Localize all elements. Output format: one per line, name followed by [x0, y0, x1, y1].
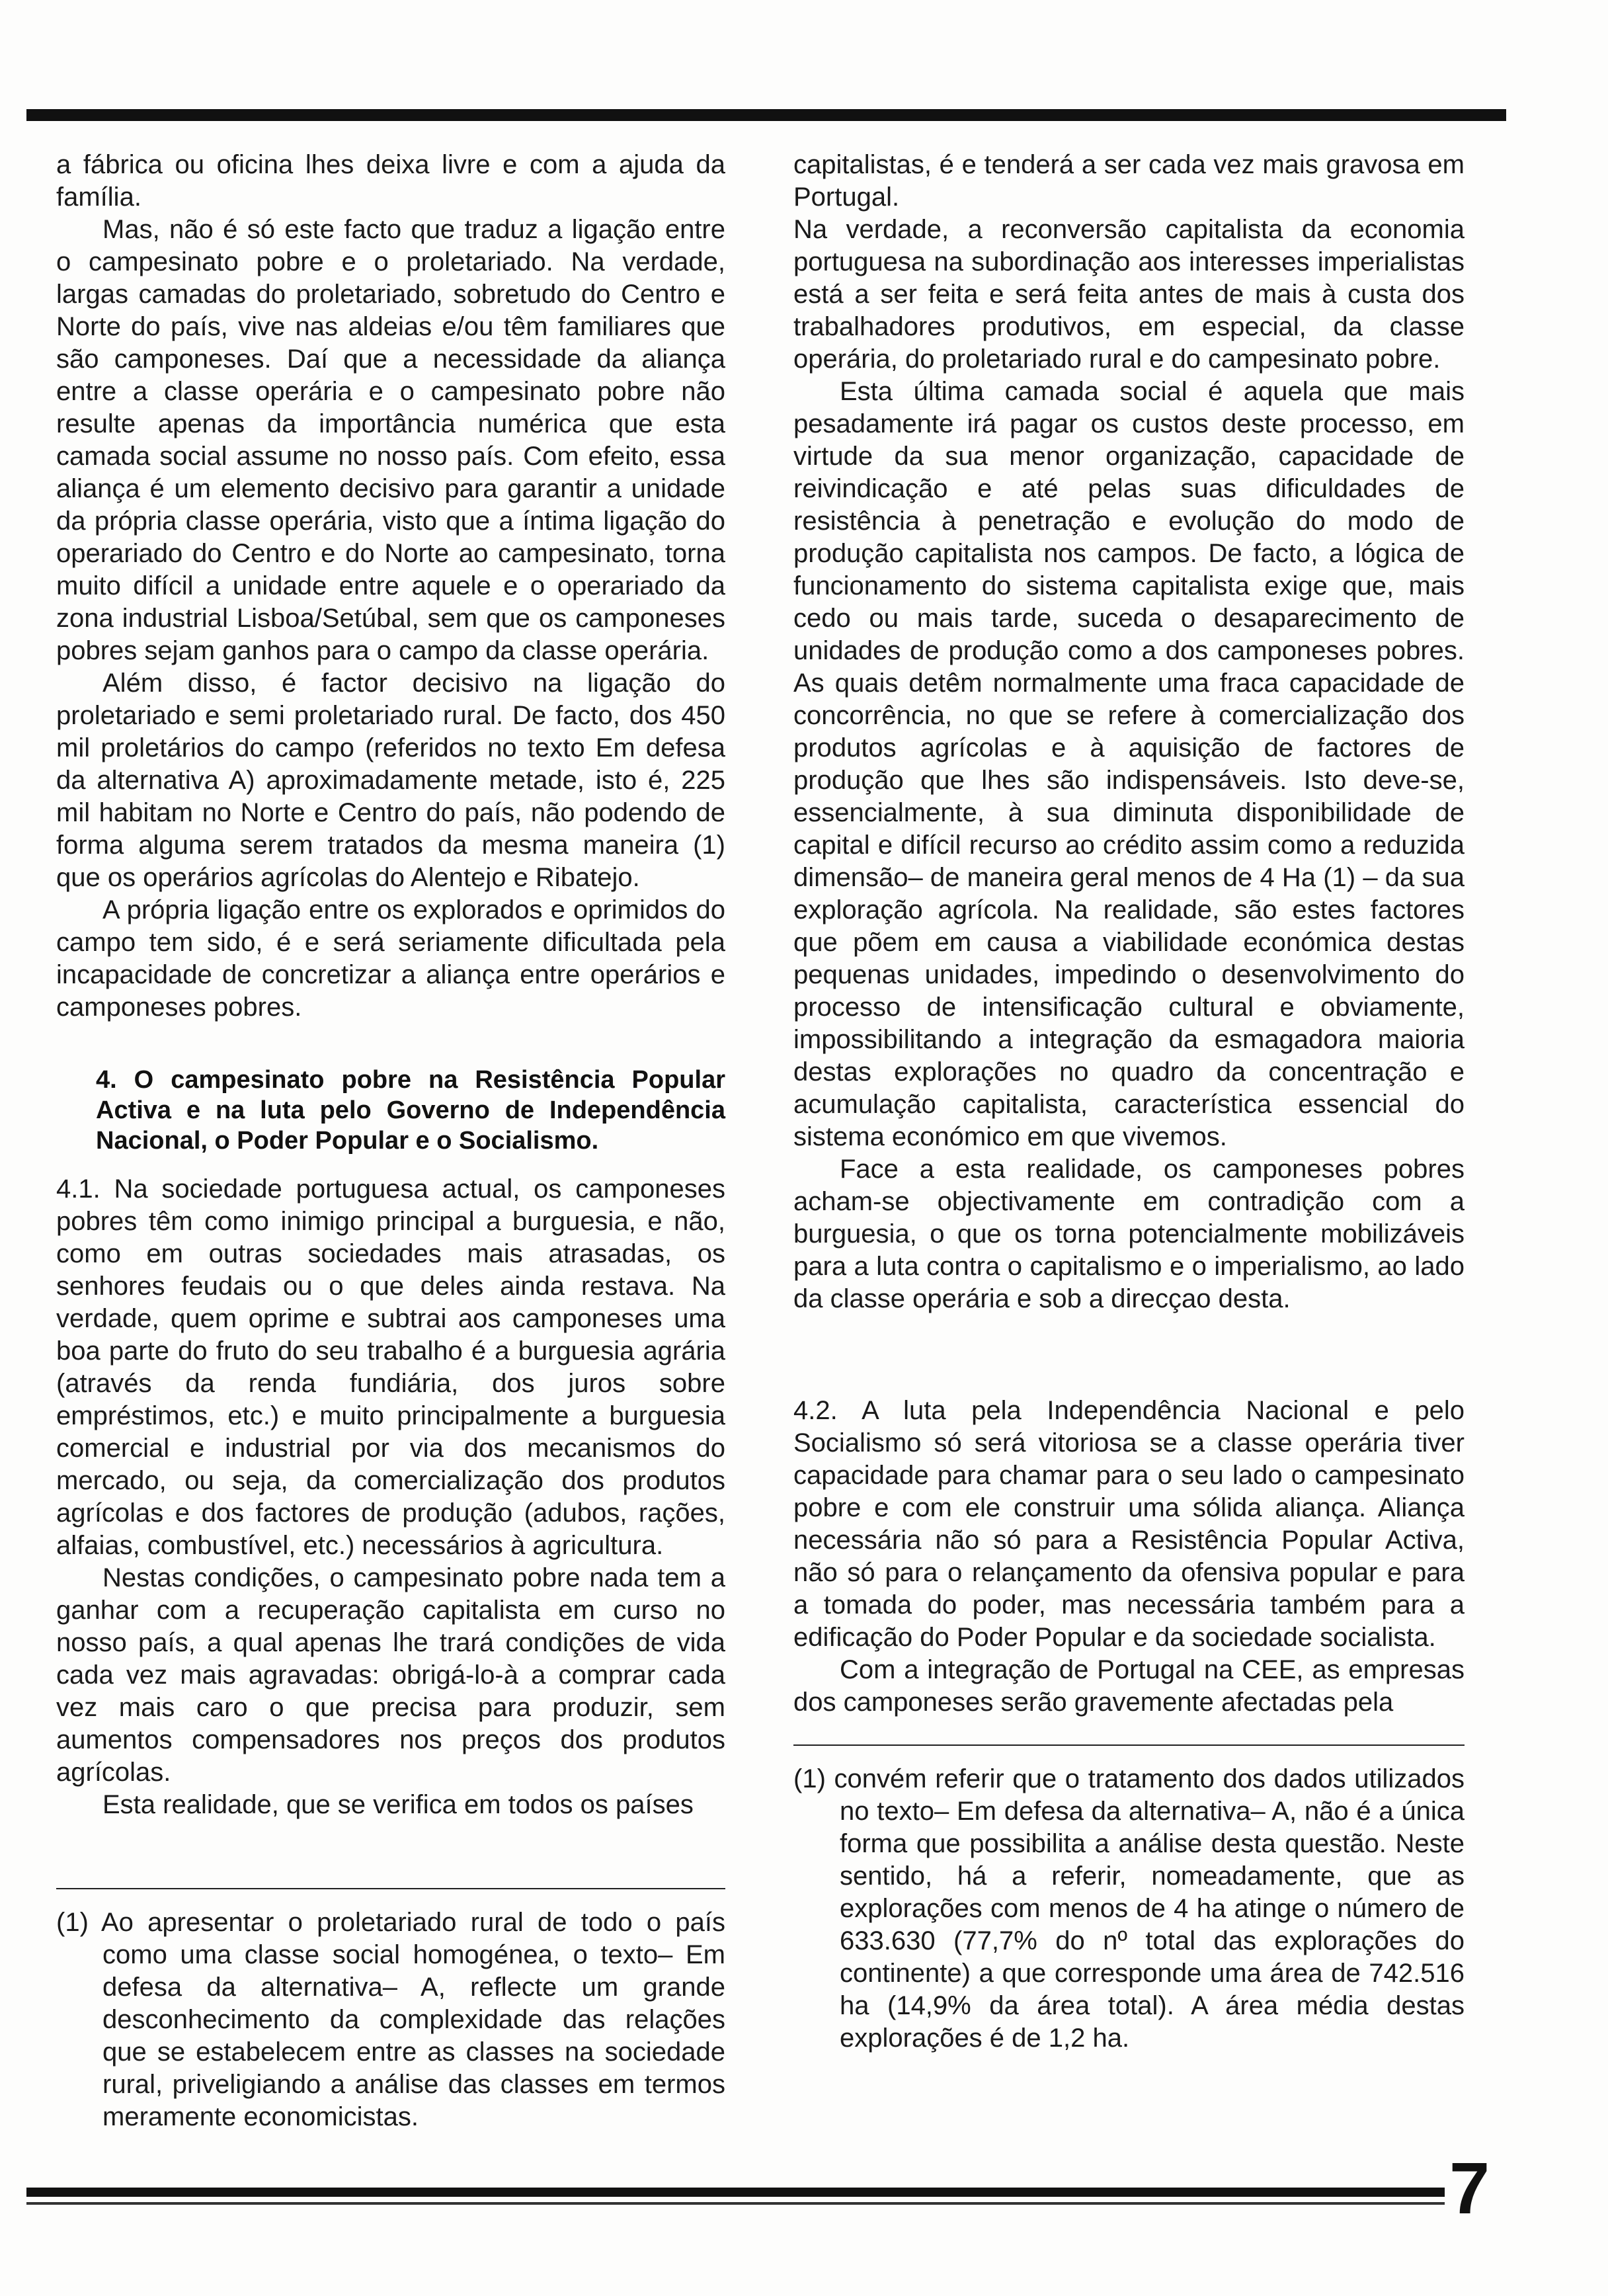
paragraph: Nestas condições, o campesinato pobre nada tem a ganhar com a recuperação capitalista em curso no nosso país, a qual apenas lhe trará condições de vida cada vez mais agravadas: obrigá-lo-à a comprar cada vez mais caro o que precisa para produzir, sem aumentos compensadores nos preços dos produtos agrícolas.	[56, 1563, 725, 1787]
paragraph: Face a esta realidade, os camponeses pobres acham-se objectivamente em contradição com a burguesia, o que os torna potencialmente mobilizáveis para a luta contra o capitalismo e o imperialismo, ao lado da classe operária e sob a direcçao desta.	[793, 1155, 1465, 1313]
left-column	[56, 149, 725, 1821]
paragraph: Esta realidade, que se verifica em todos os países	[102, 1790, 694, 1819]
paragraph: 4.1. Na sociedade portuguesa actual, os camponeses pobres têm como inimigo principal a burguesia, e não, como em outras sociedades mais atrasadas, os senhores feudais ou o que deles ainda restava. Na verdade, quem oprime e subtrai aos camponeses uma boa parte do fruto do seu trabalho é a burguesia agrária (através da renda fundiária, dos juros sobre empréstimos, etc.) e muito principalmente a burguesia comercial e industrial por via dos mecanismos do mercado, ou seja, da comercialização dos produtos agrícolas e dos factores de produção (adubos, rações, alfaias, combustível, etc.) necessários à agricultura.	[56, 1174, 725, 1560]
right-footnote-block	[793, 1744, 1465, 2055]
spacer	[56, 1156, 725, 1173]
footnote: (1) Ao apresentar o proletariado rural de todo o país como uma classe social homogénea, o texto– Em defesa da alternativa– A, reflecte um grande desconhecimento da complexidade das relações que se estabelecem entre as classes na sociedade rural, priveligiando a análise das classes em termos meramente economicistas.	[56, 1908, 725, 2131]
spacer	[56, 1889, 725, 1906]
top-rule	[26, 109, 1506, 121]
paragraph: Com a integração de Portugal na CEE, as empresas dos camponeses serão gravemente afectadas pela	[793, 1655, 1465, 1717]
spacer	[793, 1315, 1465, 1395]
paragraph: Além disso, é factor decisivo na ligação do proletariado e semi proletariado rural. De facto, dos 450 mil proletários do campo (referidos no texto Em defesa da alternativa A) aproximadamente metade, isto é, 225 mil habitam no Norte e Centro do país, não podendo de forma alguma serem tratados da mesma maneira (1) que os operários agrícolas do Alentejo e Ribatejo.	[56, 669, 725, 892]
bottom-rule-thin	[26, 2202, 1445, 2205]
section-heading: 4. O campesinato pobre na Resistência Popular Activa e na luta pelo Governo de Independência Nacional, o Poder Popular e o Socialismo.	[96, 1066, 725, 1155]
bottom-rule	[26, 2188, 1445, 2197]
paragraph: 4.2. A luta pela Independência Nacional e pelo Socialismo só será vitoriosa se a classe operária tiver capacidade para chamar para o seu lado o campesinato pobre e com ele construir uma sólida aliança. Aliança necessária não só para a Resistência Popular Activa, não só para o relançamento da ofensiva popular e para a tomada do poder, mas necessária também para a edificação do Poder Popular e da sociedade socialista.	[793, 1396, 1465, 1652]
paragraph: Na verdade, a reconversão capitalista da economia portuguesa na subordinação aos interesses imperialistas está a ser feita e será feita antes de mais à custa dos trabalhadores produtivos, em especial, da classe operária, do proletariado rural e do campesinato pobre.	[793, 215, 1465, 374]
paragraph: Esta última camada social é aquela que mais pesadamente irá pagar os custos deste processo, em virtude da sua menor organização, capacidade de reivindicação e até pelas suas dificuldades de resistência à penetração e evolução do modo de produção capitalista nos campos. De facto, a lógica de funcionamento do sistema capitalista exige que, mais cedo ou mais tarde, suceda o desaparecimento de unidades de produção como a dos camponeses pobres. As quais detêm normalmente uma fraca capacidade de concorrência, no que se refere à comercialização dos produtos agrícolas e à aquisição de factores de produção que lhes são indispensáveis. Isto deve-se, essencialmente, à sua diminuta disponibilidade de capital e difícil recurso ao crédito assim como a reduzida dimensão– de maneira geral menos de 4 Ha (1) – da sua exploração agrícola. Na realidade, são estes factores que põem em causa a viabilidade económica destas pequenas unidades, impedindo o desenvolvimento do processo de intensificação cultural e obviamente, impossibilitando a integração da esmagadora maioria destas explorações no quadro da concentração e acumulação capitalista, característica essencial do sistema económico em que vivemos.	[793, 377, 1465, 1151]
paragraph: Mas, não é só este facto que traduz a ligação entre o campesinato pobre e o proletariado. Na verdade, largas camadas do proletariado, sobretudo do Centro e Norte do país, vive nas aldeias e/ou têm familiares que são camponeses. Daí que a necessidade da aliança entre a classe operária e o campesinato pobre não resulte apenas da importância numérica que esta camada social assume no nosso país. Com efeito, essa aliança é um elemento decisivo para garantir a unidade da própria classe operária, visto que a íntima ligação do operariado do Centro e do Norte ao campesinato, torna muito difícil a unidade entre aquele e o operariado da zona industrial Lisboa/Setúbal, sem que os camponeses pobres sejam ganhos para o campo da classe operária.	[56, 215, 725, 665]
spacer	[56, 1024, 725, 1065]
paragraph: capitalistas, é e tenderá a ser cada vez mais gravosa em Portugal.	[793, 150, 1465, 212]
page-number: 7	[1449, 2148, 1490, 2229]
paragraph: a fábrica ou oficina lhes deixa livre e com a ajuda da família.	[56, 150, 725, 212]
spacer	[793, 1746, 1465, 1763]
left-footnote-block	[56, 1888, 725, 2133]
footnote: (1) convém referir que o tratamento dos dados utilizados no texto– Em defesa da alternativa– A, não é a única forma que possibilita a análise desta questão. Neste sentido, há a referir, nomeadamente, que as explorações com menos de 4 ha atinge o número de 633.630 (77,7% do nº total das explorações do continente) a que corresponde uma área de 742.516 ha (14,9% da área total). A área média destas explorações é de 1,2 ha.	[793, 1764, 1465, 2053]
paragraph: A própria ligação entre os explorados e oprimidos do campo tem sido, é e será seriamente dificultada pela incapacidade de concretizar a aliança entre operários e camponeses pobres.	[56, 895, 725, 1022]
right-column	[793, 149, 1465, 1719]
